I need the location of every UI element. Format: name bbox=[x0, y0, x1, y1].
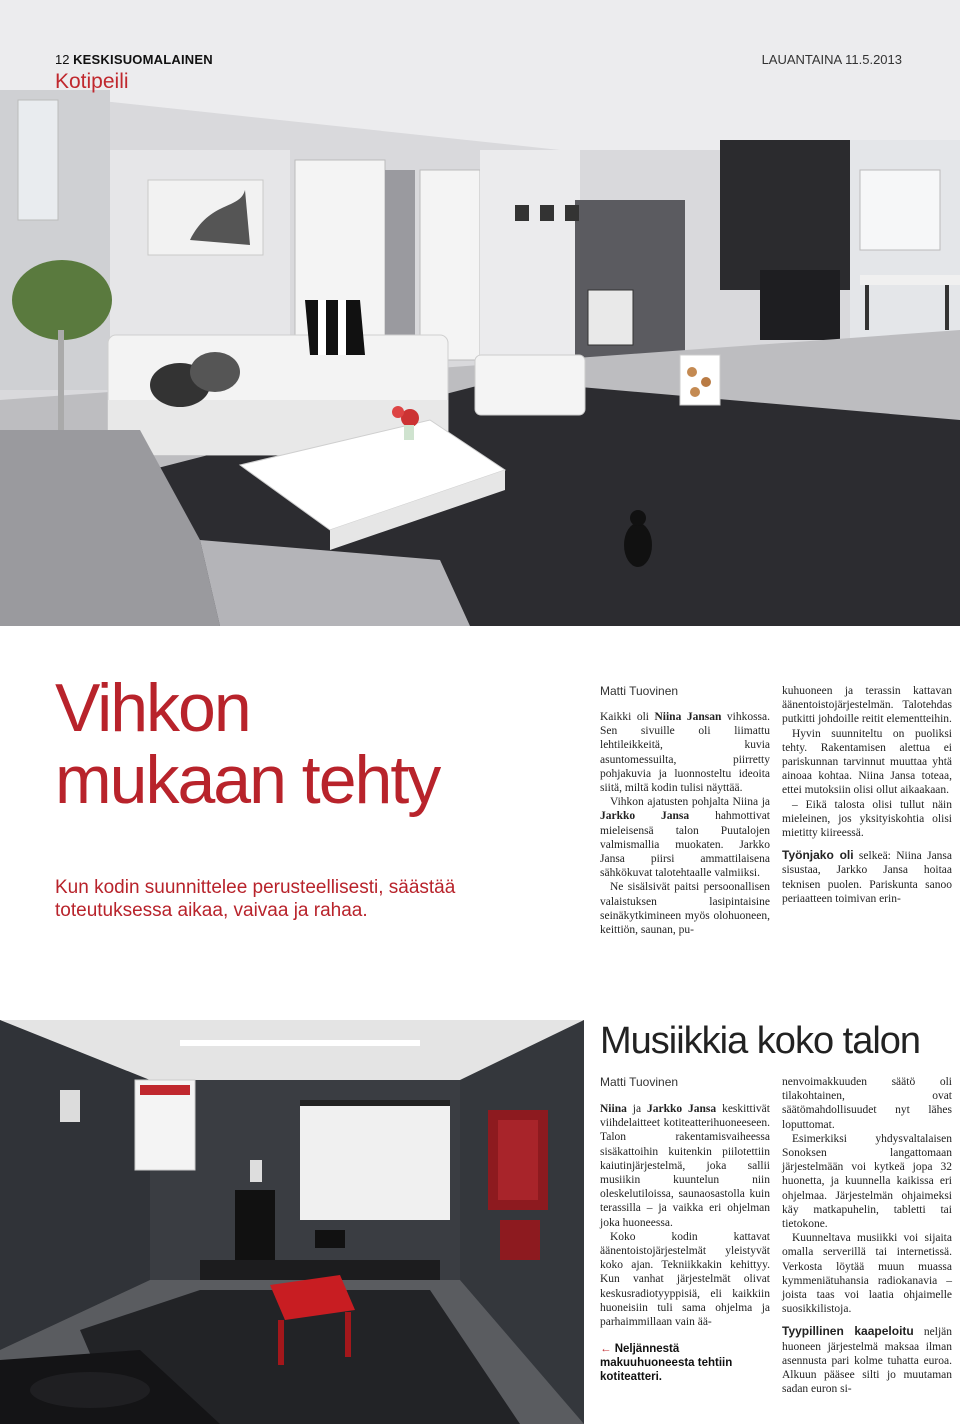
headline-line-2: mukaan tehty bbox=[55, 742, 440, 818]
paragraph: kuhuoneen ja terassin kattavan äänentoistojärjestelmän. Talotehdas putkitti johdoille reitit elementteihin. bbox=[782, 685, 952, 726]
paragraph: Kaikki oli Niina Jansan vihkossa. Sen sivuille oli liimattu lehtileikkeitä, kuvia asuntomessuilta, piirretty pohjakuvia ja luonnosteltu ideoita siitä, miltä kodin tulisi näyttää. bbox=[600, 711, 770, 795]
article2-byline: Matti Tuovinen bbox=[600, 1075, 679, 1089]
paragraph: Vihkon ajatusten pohjalta Niina ja Jarkko Jansa hahmottivat mieleisensä talon Puutalojen valmismallia muokaten. Jarkko Jansa piirsi ammattilaisena sähkökuvat talotehtaalle valmiiksi. bbox=[600, 796, 770, 880]
paragraph: Kuunneltava musiikki voi sijaita omalla serverillä tai internetissä. Verkosta löytää muun muassa kymmeniätuhansia radiokanavia – joista taas voi laatia ohjaimelle suosikkilistoja. bbox=[782, 1232, 952, 1316]
paragraph: nenvoimakkuuden säätö oli tilakohtainen, ovat säätömahdollisuudet nyt lähes loputtomat. bbox=[782, 1076, 952, 1131]
arrow-left-icon: ← bbox=[600, 1343, 612, 1355]
photo-caption bbox=[600, 1342, 770, 1384]
paragraph: Ne sisälsivät paitsi persoonallisen valaistuksen lasipintaisine seinäkytkimineen myös olohuoneen, keittiön, saunan, pu- bbox=[600, 881, 770, 937]
page-header bbox=[55, 52, 213, 67]
article-column-2 bbox=[782, 684, 952, 906]
article-headline bbox=[55, 672, 575, 816]
issue-date: LAUANTAINA 11.5.2013 bbox=[761, 52, 902, 67]
paper-name: KESKISUOMALAINEN bbox=[73, 52, 213, 67]
headline-line-1: Vihkon bbox=[55, 670, 250, 746]
section-name: Kotipeili bbox=[55, 70, 129, 93]
page-number: 12 bbox=[55, 52, 70, 67]
article2-column-2 bbox=[782, 1075, 952, 1396]
article-subhead: Kun kodin suunnittelee perusteellisesti, säästää toteutuksessa aikaa, vaivaa ja rahaa. bbox=[55, 877, 456, 921]
paragraph: Esimerkiksi yhdysvaltalaisen Sonoksen langattomaan järjestelmään voi kytkeä jopa 32 huonetta, ja kuunnella kaikissa eri ohjelmaa. Järjestelmän ohjaimeksi käy matkapuhelin, tabletti tai tietokone. bbox=[782, 1132, 952, 1231]
paragraph: Työnjako oli selkeä: Niina Jansa sisustaa, Jarkko Jansa hoitaa teknisen puolen. Pariskunta sanoo periaatteen toimivan erin- bbox=[782, 848, 952, 905]
home-theater-photo bbox=[0, 1020, 584, 1424]
living-room-photo bbox=[0, 0, 960, 626]
paragraph: Niina ja Jarkko Jansa keskittivät viihdelaitteet kotiteatterihuoneeseen. Talon rakentamisvaiheessa sisäkattoihin kuitenkin piilotettiin kaiutinjärjestelmä, joka sallii musiikin kuuntelun niin oleskelutiloissa, saunaosastolla kuin terassilla – ja vaikka eri ohjelman joka huoneessa. bbox=[600, 1103, 770, 1229]
paragraph: Hyvin suunniteltu on puoliksi tehty. Rakentamisen alettua ei pariskunnan tarvinnut muuttaa yhtä ainoaa kohtaa. Niina Jansa toteaa, ettei mutoksiin olisi ollut aikaakaan. bbox=[782, 727, 952, 797]
paragraph: Tyypillinen kaapeloitu neljän huoneen järjestelmä maksaa ilman asennusta pari kolme tuhatta euroa. Alkuun pääsee silti jo muutaman sadan euron si- bbox=[782, 1324, 952, 1396]
article-column-1 bbox=[600, 710, 770, 937]
article2-headline: Musiikkia koko talon bbox=[600, 1020, 921, 1062]
article-byline: Matti Tuovinen bbox=[600, 684, 679, 698]
article2-column-1 bbox=[600, 1102, 770, 1329]
paragraph: – Eikä talosta olisi tullut näin mieleinen, jos yksityiskohtia olisi mietitty kiireessä. bbox=[782, 798, 952, 840]
paragraph: Koko kodin kattavat äänentoistojärjestelmät yleistyvät koko ajan. Tekniikkakin kehittyy. Kun vanhat järjestelmät olivat keskusradiotyyppisiä, eli kaikkiin huoneisiin tuli sama ohjelma ja parhaimmillaan vain ää- bbox=[600, 1230, 770, 1329]
caption-text: Neljännestä makuuhuoneesta tehtiin kotiteatteri. bbox=[600, 1343, 733, 1383]
